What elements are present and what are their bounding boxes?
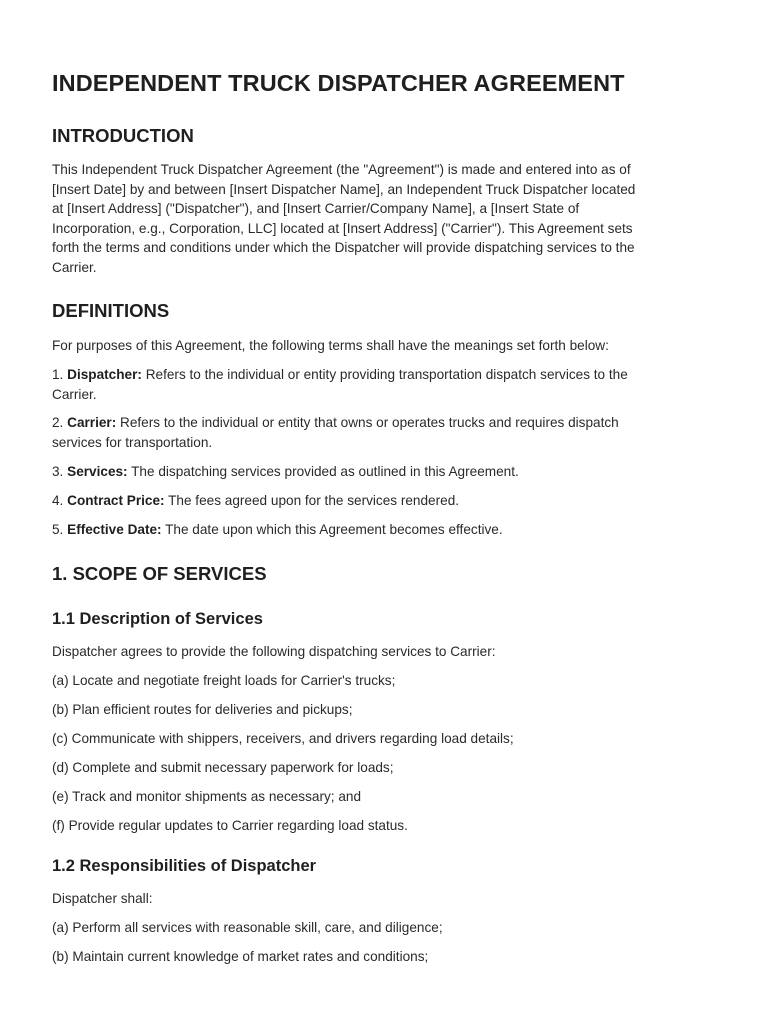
definition-item bbox=[52, 413, 722, 452]
intro-line: [Insert Date] by and between [Insert Dispatcher Name], an Independent Truck Dispatcher located bbox=[52, 181, 636, 197]
definition-item bbox=[52, 491, 459, 511]
definitions-heading: DEFINITIONS bbox=[52, 300, 170, 321]
definition-item bbox=[52, 462, 519, 482]
document-title: INDEPENDENT TRUCK DISPATCHER AGREEMENT bbox=[52, 70, 625, 96]
definition-term: Dispatcher: bbox=[67, 367, 142, 382]
definition-text: The fees agreed upon for the services rendered. bbox=[168, 493, 460, 508]
definition-number: 1. bbox=[52, 367, 64, 382]
definition-number: 4. bbox=[52, 493, 64, 508]
definition-text: Carrier. bbox=[52, 386, 97, 402]
definition-term: Effective Date: bbox=[67, 522, 162, 537]
introduction-paragraph bbox=[52, 160, 722, 278]
intro-line: at [Insert Address] ("Dispatcher"), and [Insert Carrier/Company Name], a [Insert State of bbox=[52, 201, 580, 217]
service-item: (e) Track and monitor shipments as necessary; and bbox=[52, 789, 362, 804]
description-heading: 1.1 Description of Services bbox=[52, 610, 263, 628]
service-item: (b) Plan efficient routes for deliveries and pickups; bbox=[52, 702, 353, 717]
intro-line: This Independent Truck Dispatcher Agreement (the "Agreement") is made and entered into as of bbox=[52, 162, 631, 177]
definition-text: Refers to the individual or entity that owns or operates trucks and requires dispatch bbox=[120, 415, 619, 430]
definition-text: The date upon which this Agreement becomes effective. bbox=[165, 522, 503, 537]
definition-item bbox=[52, 365, 722, 404]
definition-item bbox=[52, 520, 503, 540]
definition-text: The dispatching services provided as outlined in this Agreement. bbox=[131, 464, 519, 479]
definition-term: Contract Price: bbox=[67, 493, 165, 508]
definition-text: services for transportation. bbox=[52, 434, 213, 450]
scope-heading: 1. SCOPE OF SERVICES bbox=[52, 563, 267, 584]
service-item: (a) Locate and negotiate freight loads for Carrier's trucks; bbox=[52, 673, 396, 688]
responsibility-item: (a) Perform all services with reasonable skill, care, and diligence; bbox=[52, 920, 443, 935]
responsibilities-heading: 1.2 Responsibilities of Dispatcher bbox=[52, 857, 317, 875]
responsibility-item: (b) Maintain current knowledge of market rates and conditions; bbox=[52, 949, 429, 964]
service-item: (c) Communicate with shippers, receivers, and drivers regarding load details; bbox=[52, 731, 514, 746]
service-item: (f) Provide regular updates to Carrier regarding load status. bbox=[52, 818, 408, 833]
definition-number: 5. bbox=[52, 522, 64, 537]
introduction-heading: INTRODUCTION bbox=[52, 125, 194, 146]
definition-term: Carrier: bbox=[67, 415, 117, 430]
responsibilities-lead: Dispatcher shall: bbox=[52, 891, 153, 906]
definition-term: Services: bbox=[67, 464, 128, 479]
definition-text: Refers to the individual or entity providing transportation dispatch services to the bbox=[145, 367, 628, 382]
intro-line: forth the terms and conditions under which the Dispatcher will provide dispatching services to the bbox=[52, 240, 635, 256]
service-item: (d) Complete and submit necessary paperwork for loads; bbox=[52, 760, 394, 775]
definition-number: 2. bbox=[52, 415, 64, 430]
intro-line: Carrier. bbox=[52, 259, 97, 275]
description-lead: Dispatcher agrees to provide the following dispatching services to Carrier: bbox=[52, 644, 496, 659]
definition-number: 3. bbox=[52, 464, 64, 479]
definitions-lead: For purposes of this Agreement, the following terms shall have the meanings set forth below: bbox=[52, 338, 609, 353]
intro-line: Incorporation, e.g., Corporation, LLC] located at [Insert Address] ("Carrier"). This Agreement sets bbox=[52, 220, 633, 236]
